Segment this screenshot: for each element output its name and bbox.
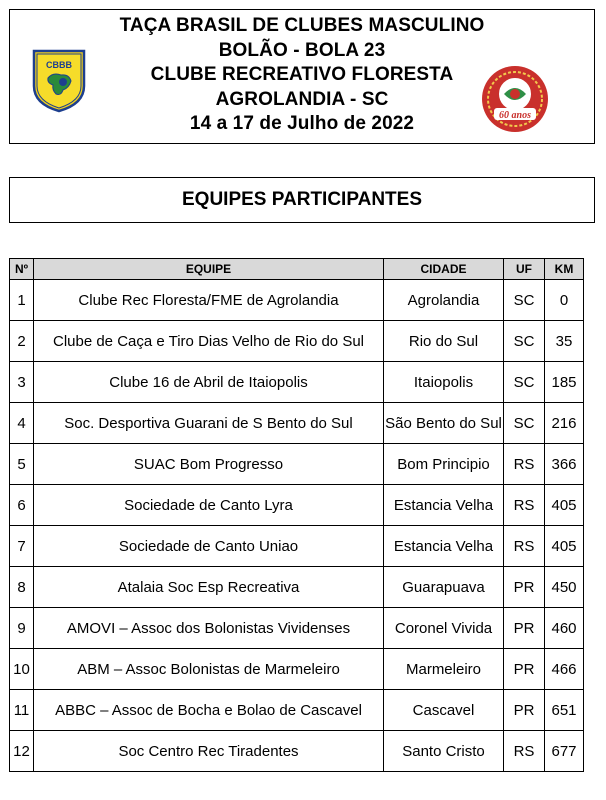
section-title-box [9, 177, 595, 223]
table-row [10, 444, 584, 485]
column-header-number: Nº [10, 259, 34, 280]
section-title: EQUIPES PARTICIPANTES [182, 189, 422, 210]
cell-team: Soc. Desportiva Guarani de S Bento do Sul [34, 403, 384, 444]
teams-table [9, 258, 584, 772]
header-line-city: AGROLANDIA - SC [215, 88, 389, 110]
table-row [10, 567, 584, 608]
header-line-competition: TAÇA BRASIL DE CLUBES MASCULINO [119, 15, 485, 36]
table-row [10, 403, 584, 444]
header-line-category: BOLÃO - BOLA 23 [218, 39, 386, 61]
column-header-km: KM [545, 259, 584, 280]
cell-state: SC [504, 321, 545, 362]
cell-number: 7 [10, 526, 34, 567]
cell-km: 405 [545, 526, 584, 567]
table-row [10, 280, 584, 321]
cell-city: Rio do Sul [384, 321, 504, 362]
table-row [10, 608, 584, 649]
cell-state: RS [504, 444, 545, 485]
cell-number: 12 [10, 731, 34, 772]
cell-team: Soc Centro Rec Tiradentes [34, 731, 384, 772]
table-row [10, 321, 584, 362]
column-header-team: EQUIPE [34, 259, 384, 280]
cell-state: PR [504, 690, 545, 731]
cell-state: RS [504, 485, 545, 526]
cell-city: Estancia Velha [384, 485, 504, 526]
column-header-city: CIDADE [384, 259, 504, 280]
cell-city: Itaiopolis [384, 362, 504, 403]
cell-state: SC [504, 403, 545, 444]
cell-team: Clube 16 de Abril de Itaiopolis [34, 362, 384, 403]
cell-team: Atalaia Soc Esp Recreativa [34, 567, 384, 608]
cell-number: 8 [10, 567, 34, 608]
table-row [10, 526, 584, 567]
cell-team: ABBC – Assoc de Bocha e Bolao de Cascavel [34, 690, 384, 731]
cell-km: 651 [545, 690, 584, 731]
cell-city: Marmeleiro [384, 649, 504, 690]
cell-number: 3 [10, 362, 34, 403]
header-line-host-club: CLUBE RECREATIVO FLORESTA [150, 64, 454, 85]
cell-number: 6 [10, 485, 34, 526]
cell-km: 405 [545, 485, 584, 526]
cell-km: 677 [545, 731, 584, 772]
table-row [10, 485, 584, 526]
teams-table-body [10, 280, 584, 772]
cbbb-logo-text: CBBB [46, 60, 72, 70]
cell-number: 11 [10, 690, 34, 731]
cell-number: 1 [10, 280, 34, 321]
table-row [10, 690, 584, 731]
cell-km: 0 [545, 280, 584, 321]
table-row [10, 731, 584, 772]
cell-state: PR [504, 608, 545, 649]
header-line-dates: 14 a 17 de Julho de 2022 [189, 113, 415, 134]
cell-team: SUAC Bom Progresso [34, 444, 384, 485]
table-header-row [10, 259, 584, 280]
cell-team: Sociedade de Canto Uniao [34, 526, 384, 567]
cell-state: SC [504, 280, 545, 321]
cell-team: Clube de Caça e Tiro Dias Velho de Rio do Sul [34, 321, 384, 362]
cell-number: 9 [10, 608, 34, 649]
cell-city: Cascavel [384, 690, 504, 731]
cbbb-logo [31, 48, 87, 114]
cell-city: Bom Principio [384, 444, 504, 485]
cell-city: Agrolandia [384, 280, 504, 321]
cell-team: Sociedade de Canto Lyra [34, 485, 384, 526]
cell-number: 2 [10, 321, 34, 362]
table-row [10, 362, 584, 403]
club-anniversary-seal [480, 64, 550, 134]
cell-team: ABM – Assoc Bolonistas de Marmeleiro [34, 649, 384, 690]
cell-city: Santo Cristo [384, 731, 504, 772]
cell-km: 450 [545, 567, 584, 608]
table-row [10, 649, 584, 690]
cell-state: SC [504, 362, 545, 403]
cell-km: 460 [545, 608, 584, 649]
cell-state: RS [504, 526, 545, 567]
cell-city: Estancia Velha [384, 526, 504, 567]
cell-team: AMOVI – Assoc dos Bolonistas Vividenses [34, 608, 384, 649]
cell-state: RS [504, 731, 545, 772]
cell-city: São Bento do Sul [384, 403, 504, 444]
cell-number: 10 [10, 649, 34, 690]
seal-anniversary-text: 60 anos [499, 110, 531, 121]
cell-state: PR [504, 649, 545, 690]
cell-km: 185 [545, 362, 584, 403]
cell-km: 35 [545, 321, 584, 362]
cell-km: 216 [545, 403, 584, 444]
cell-city: Guarapuava [384, 567, 504, 608]
cell-team: Clube Rec Floresta/FME de Agrolandia [34, 280, 384, 321]
cell-city: Coronel Vivida [384, 608, 504, 649]
cell-state: PR [504, 567, 545, 608]
cell-number: 4 [10, 403, 34, 444]
cell-number: 5 [10, 444, 34, 485]
cell-km: 466 [545, 649, 584, 690]
cell-km: 366 [545, 444, 584, 485]
column-header-state: UF [504, 259, 545, 280]
